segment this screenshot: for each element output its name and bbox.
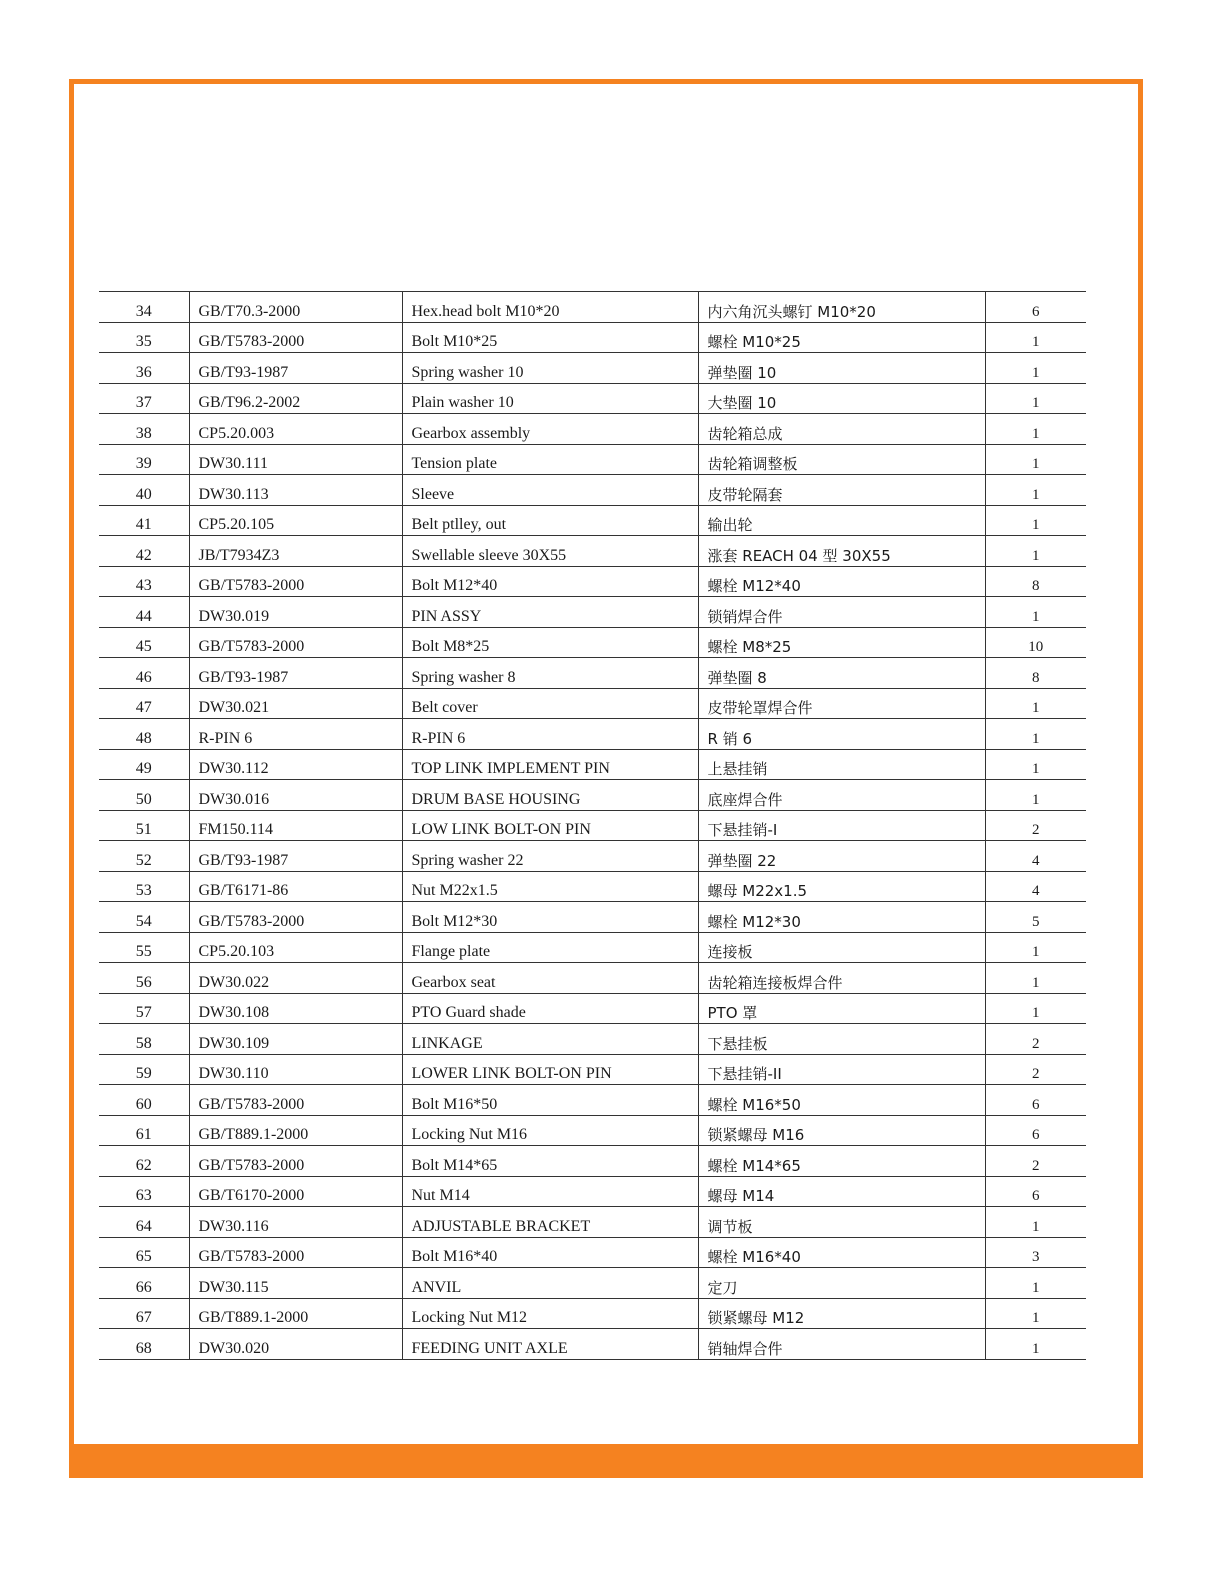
part-name-en-cell: Plain washer 10 (402, 383, 698, 414)
part-name-cn-cell: 螺栓 M16*40 (698, 1237, 985, 1268)
item-number-cell: 53 (99, 871, 189, 902)
part-name-cn-cell: 螺栓 M12*30 (698, 902, 985, 933)
table-row (99, 505, 1086, 536)
part-code-cell: DW30.108 (189, 993, 402, 1024)
item-number-cell: 55 (99, 932, 189, 963)
table-row (99, 414, 1086, 445)
part-name-en-cell: Tension plate (402, 444, 698, 475)
part-code-cell: GB/T5783-2000 (189, 627, 402, 658)
part-name-cn-cell: 齿轮箱总成 (698, 414, 985, 445)
table-row (99, 1237, 1086, 1268)
part-name-en-cell: Nut M14 (402, 1176, 698, 1207)
quantity-cell: 1 (985, 1268, 1086, 1299)
quantity-cell: 1 (985, 383, 1086, 414)
item-number-cell: 51 (99, 810, 189, 841)
part-name-cn-cell: 螺母 M14 (698, 1176, 985, 1207)
table-row (99, 566, 1086, 597)
part-name-cn-cell: 连接板 (698, 932, 985, 963)
table-row (99, 1298, 1086, 1329)
table-row (99, 688, 1086, 719)
part-code-cell: DW30.016 (189, 780, 402, 811)
part-name-en-cell: Belt cover (402, 688, 698, 719)
item-number-cell: 46 (99, 658, 189, 689)
part-name-cn-cell: 螺栓 M14*65 (698, 1146, 985, 1177)
parts-list-body (99, 292, 1086, 1360)
part-code-cell: DW30.022 (189, 963, 402, 994)
part-name-cn-cell: 下悬挂销-I (698, 810, 985, 841)
item-number-cell: 34 (99, 292, 189, 323)
quantity-cell: 1 (985, 353, 1086, 384)
quantity-cell: 1 (985, 1298, 1086, 1329)
quantity-cell: 2 (985, 1024, 1086, 1055)
part-code-cell: FM150.114 (189, 810, 402, 841)
table-row (99, 749, 1086, 780)
quantity-cell: 1 (985, 749, 1086, 780)
table-row (99, 292, 1086, 323)
item-number-cell: 66 (99, 1268, 189, 1299)
table-row (99, 1176, 1086, 1207)
table-row (99, 902, 1086, 933)
part-name-cn-cell: PTO 罩 (698, 993, 985, 1024)
item-number-cell: 63 (99, 1176, 189, 1207)
table-row (99, 1268, 1086, 1299)
part-name-cn-cell: 涨套 REACH 04 型 30X55 (698, 536, 985, 567)
part-code-cell: GB/T5783-2000 (189, 322, 402, 353)
item-number-cell: 49 (99, 749, 189, 780)
part-name-cn-cell: 螺栓 M10*25 (698, 322, 985, 353)
part-code-cell: GB/T93-1987 (189, 658, 402, 689)
item-number-cell: 57 (99, 993, 189, 1024)
parts-list-table (99, 291, 1086, 1360)
quantity-cell: 1 (985, 688, 1086, 719)
part-code-cell: DW30.116 (189, 1207, 402, 1238)
item-number-cell: 60 (99, 1085, 189, 1116)
quantity-cell: 1 (985, 505, 1086, 536)
item-number-cell: 58 (99, 1024, 189, 1055)
table-row (99, 871, 1086, 902)
part-name-en-cell: FEEDING UNIT AXLE (402, 1329, 698, 1360)
part-name-cn-cell: 锁销焊合件 (698, 597, 985, 628)
table-row (99, 780, 1086, 811)
part-name-en-cell: Belt ptlley, out (402, 505, 698, 536)
quantity-cell: 8 (985, 658, 1086, 689)
quantity-cell: 2 (985, 810, 1086, 841)
table-row (99, 658, 1086, 689)
item-number-cell: 62 (99, 1146, 189, 1177)
part-name-en-cell: R-PIN 6 (402, 719, 698, 750)
part-name-en-cell: Spring washer 22 (402, 841, 698, 872)
part-name-cn-cell: 下悬挂销-II (698, 1054, 985, 1085)
quantity-cell: 1 (985, 536, 1086, 567)
item-number-cell: 48 (99, 719, 189, 750)
item-number-cell: 59 (99, 1054, 189, 1085)
item-number-cell: 56 (99, 963, 189, 994)
part-name-cn-cell: 弹垫圈 8 (698, 658, 985, 689)
part-name-en-cell: Nut M22x1.5 (402, 871, 698, 902)
part-name-en-cell: DRUM BASE HOUSING (402, 780, 698, 811)
part-code-cell: DW30.113 (189, 475, 402, 506)
part-name-en-cell: Flange plate (402, 932, 698, 963)
part-code-cell: GB/T889.1-2000 (189, 1298, 402, 1329)
table-row (99, 963, 1086, 994)
part-name-cn-cell: 齿轮箱连接板焊合件 (698, 963, 985, 994)
table-row (99, 810, 1086, 841)
item-number-cell: 44 (99, 597, 189, 628)
quantity-cell: 6 (985, 1085, 1086, 1116)
part-name-en-cell: Spring washer 10 (402, 353, 698, 384)
part-name-cn-cell: 皮带轮隔套 (698, 475, 985, 506)
part-name-en-cell: Gearbox assembly (402, 414, 698, 445)
quantity-cell: 4 (985, 871, 1086, 902)
part-code-cell: GB/T6171-86 (189, 871, 402, 902)
part-code-cell: DW30.111 (189, 444, 402, 475)
part-code-cell: CP5.20.105 (189, 505, 402, 536)
part-name-en-cell: LOWER LINK BOLT-ON PIN (402, 1054, 698, 1085)
part-name-en-cell: Gearbox seat (402, 963, 698, 994)
part-code-cell: DW30.115 (189, 1268, 402, 1299)
item-number-cell: 47 (99, 688, 189, 719)
quantity-cell: 1 (985, 1207, 1086, 1238)
part-code-cell: CP5.20.003 (189, 414, 402, 445)
item-number-cell: 68 (99, 1329, 189, 1360)
table-row (99, 597, 1086, 628)
table-row (99, 627, 1086, 658)
item-number-cell: 61 (99, 1115, 189, 1146)
table-row (99, 322, 1086, 353)
quantity-cell: 1 (985, 597, 1086, 628)
part-name-cn-cell: R 销 6 (698, 719, 985, 750)
part-name-en-cell: PIN ASSY (402, 597, 698, 628)
part-name-en-cell: Bolt M16*40 (402, 1237, 698, 1268)
quantity-cell: 1 (985, 322, 1086, 353)
quantity-cell: 3 (985, 1237, 1086, 1268)
table-row (99, 1024, 1086, 1055)
part-code-cell: GB/T70.3-2000 (189, 292, 402, 323)
part-name-cn-cell: 螺栓 M8*25 (698, 627, 985, 658)
part-name-en-cell: Bolt M12*30 (402, 902, 698, 933)
part-name-en-cell: Bolt M8*25 (402, 627, 698, 658)
part-code-cell: GB/T5783-2000 (189, 1085, 402, 1116)
item-number-cell: 36 (99, 353, 189, 384)
part-name-cn-cell: 调节板 (698, 1207, 985, 1238)
item-number-cell: 38 (99, 414, 189, 445)
item-number-cell: 67 (99, 1298, 189, 1329)
item-number-cell: 52 (99, 841, 189, 872)
part-name-cn-cell: 销轴焊合件 (698, 1329, 985, 1360)
part-name-en-cell: Bolt M10*25 (402, 322, 698, 353)
item-number-cell: 65 (99, 1237, 189, 1268)
part-name-en-cell: Sleeve (402, 475, 698, 506)
table-row (99, 1329, 1086, 1360)
table-row (99, 1115, 1086, 1146)
part-code-cell: GB/T889.1-2000 (189, 1115, 402, 1146)
quantity-cell: 1 (985, 475, 1086, 506)
table-row (99, 444, 1086, 475)
quantity-cell: 6 (985, 1115, 1086, 1146)
part-name-en-cell: TOP LINK IMPLEMENT PIN (402, 749, 698, 780)
quantity-cell: 2 (985, 1054, 1086, 1085)
part-code-cell: GB/T93-1987 (189, 841, 402, 872)
item-number-cell: 50 (99, 780, 189, 811)
item-number-cell: 64 (99, 1207, 189, 1238)
quantity-cell: 1 (985, 963, 1086, 994)
footer-accent-bar (69, 1444, 1143, 1478)
item-number-cell: 43 (99, 566, 189, 597)
item-number-cell: 37 (99, 383, 189, 414)
part-name-cn-cell: 输出轮 (698, 505, 985, 536)
part-code-cell: GB/T93-1987 (189, 353, 402, 384)
quantity-cell: 10 (985, 627, 1086, 658)
quantity-cell: 1 (985, 444, 1086, 475)
part-code-cell: DW30.019 (189, 597, 402, 628)
part-name-en-cell: Hex.head bolt M10*20 (402, 292, 698, 323)
table-row (99, 1085, 1086, 1116)
part-name-en-cell: LOW LINK BOLT-ON PIN (402, 810, 698, 841)
table-row (99, 536, 1086, 567)
table-row (99, 383, 1086, 414)
table-row (99, 932, 1086, 963)
part-name-cn-cell: 定刀 (698, 1268, 985, 1299)
quantity-cell: 1 (985, 993, 1086, 1024)
part-code-cell: GB/T5783-2000 (189, 566, 402, 597)
part-name-en-cell: Spring washer 8 (402, 658, 698, 689)
part-code-cell: R-PIN 6 (189, 719, 402, 750)
table-row (99, 993, 1086, 1024)
quantity-cell: 6 (985, 1176, 1086, 1207)
item-number-cell: 39 (99, 444, 189, 475)
item-number-cell: 40 (99, 475, 189, 506)
part-name-en-cell: Swellable sleeve 30X55 (402, 536, 698, 567)
part-name-cn-cell: 弹垫圈 22 (698, 841, 985, 872)
item-number-cell: 41 (99, 505, 189, 536)
quantity-cell: 1 (985, 719, 1086, 750)
table-row (99, 475, 1086, 506)
part-name-cn-cell: 大垫圈 10 (698, 383, 985, 414)
quantity-cell: 1 (985, 414, 1086, 445)
part-name-en-cell: Locking Nut M16 (402, 1115, 698, 1146)
quantity-cell: 6 (985, 292, 1086, 323)
part-name-cn-cell: 皮带轮罩焊合件 (698, 688, 985, 719)
part-code-cell: GB/T6170-2000 (189, 1176, 402, 1207)
part-code-cell: CP5.20.103 (189, 932, 402, 963)
part-code-cell: JB/T7934Z3 (189, 536, 402, 567)
item-number-cell: 35 (99, 322, 189, 353)
part-name-cn-cell: 锁紧螺母 M12 (698, 1298, 985, 1329)
part-name-en-cell: LINKAGE (402, 1024, 698, 1055)
part-name-en-cell: Bolt M14*65 (402, 1146, 698, 1177)
table-row (99, 1207, 1086, 1238)
item-number-cell: 42 (99, 536, 189, 567)
quantity-cell: 2 (985, 1146, 1086, 1177)
part-code-cell: GB/T5783-2000 (189, 902, 402, 933)
table-row (99, 841, 1086, 872)
part-code-cell: DW30.020 (189, 1329, 402, 1360)
quantity-cell: 5 (985, 902, 1086, 933)
part-name-en-cell: Locking Nut M12 (402, 1298, 698, 1329)
quantity-cell: 1 (985, 780, 1086, 811)
quantity-cell: 8 (985, 566, 1086, 597)
part-code-cell: GB/T5783-2000 (189, 1237, 402, 1268)
part-name-cn-cell: 弹垫圈 10 (698, 353, 985, 384)
quantity-cell: 4 (985, 841, 1086, 872)
part-code-cell: DW30.110 (189, 1054, 402, 1085)
part-name-cn-cell: 螺栓 M12*40 (698, 566, 985, 597)
part-name-cn-cell: 上悬挂销 (698, 749, 985, 780)
part-name-cn-cell: 螺母 M22x1.5 (698, 871, 985, 902)
quantity-cell: 1 (985, 1329, 1086, 1360)
part-name-cn-cell: 锁紧螺母 M16 (698, 1115, 985, 1146)
part-name-en-cell: ANVIL (402, 1268, 698, 1299)
table-row (99, 353, 1086, 384)
part-name-cn-cell: 底座焊合件 (698, 780, 985, 811)
part-name-cn-cell: 齿轮箱调整板 (698, 444, 985, 475)
table-row (99, 1054, 1086, 1085)
quantity-cell: 1 (985, 932, 1086, 963)
part-code-cell: GB/T5783-2000 (189, 1146, 402, 1177)
item-number-cell: 45 (99, 627, 189, 658)
part-code-cell: GB/T96.2-2002 (189, 383, 402, 414)
part-name-en-cell: ADJUSTABLE BRACKET (402, 1207, 698, 1238)
item-number-cell: 54 (99, 902, 189, 933)
table-row (99, 1146, 1086, 1177)
part-code-cell: DW30.112 (189, 749, 402, 780)
part-name-cn-cell: 内六角沉头螺钉 M10*20 (698, 292, 985, 323)
part-name-cn-cell: 螺栓 M16*50 (698, 1085, 985, 1116)
part-code-cell: DW30.109 (189, 1024, 402, 1055)
part-name-cn-cell: 下悬挂板 (698, 1024, 985, 1055)
part-name-en-cell: Bolt M12*40 (402, 566, 698, 597)
part-code-cell: DW30.021 (189, 688, 402, 719)
part-name-en-cell: PTO Guard shade (402, 993, 698, 1024)
table-row (99, 719, 1086, 750)
part-name-en-cell: Bolt M16*50 (402, 1085, 698, 1116)
